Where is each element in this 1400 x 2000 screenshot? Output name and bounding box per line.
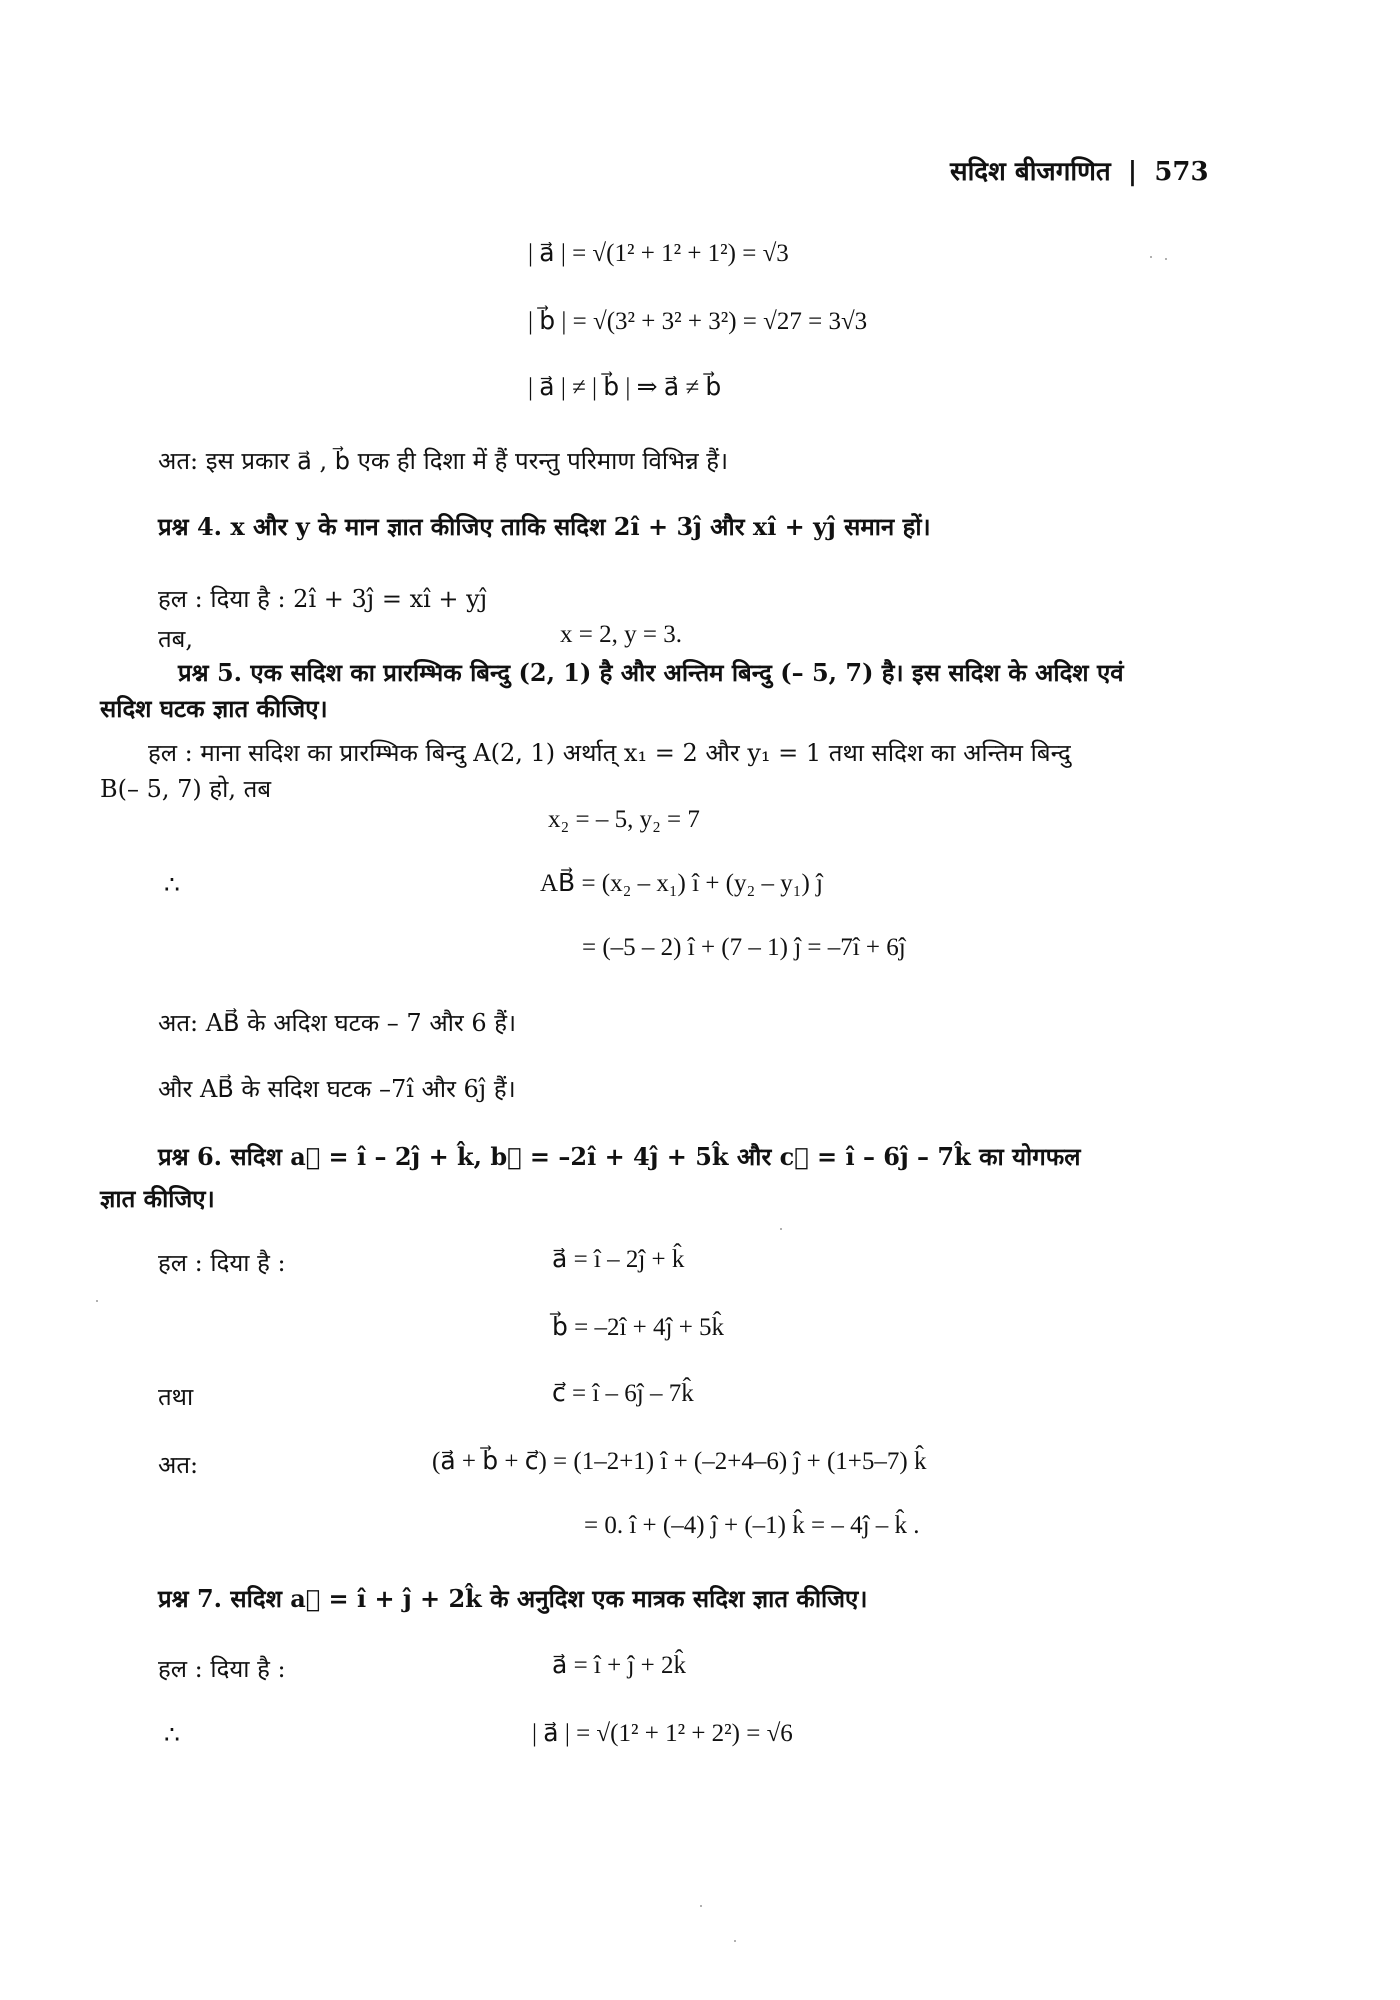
equation-mag-b: | b⃗ | = √(3² + 3² + 3²) = √27 = 3√3 [528, 308, 868, 335]
q5-vector-components: और AB⃗ के सदिश घटक –7î और 6ĵ हैं। [158, 1075, 516, 1103]
q7-magnitude: | a⃗ | = √(1² + 1² + 2²) = √6 [532, 1720, 793, 1747]
q4-solution: हल : दिया है : 2î + 3ĵ = xî + yĵ [158, 585, 488, 613]
q4-result: x = 2, y = 3. [560, 621, 682, 648]
q6-hence: अत: [158, 1451, 199, 1479]
question-6-line-1: प्रश्न 6. सदिश a⃗ = î – 2ĵ + k̂, b⃗ = –2î + 4ĵ + 5k̂ और c⃗ = î – 6ĵ – 7k̂ का योगफल [158, 1142, 1081, 1171]
q6-vector-c: c⃗ = î – 6ĵ – 7k̂ [552, 1380, 694, 1407]
question-5-line-2: सदिश घटक ज्ञात कीजिए। [100, 694, 328, 723]
q6-vector-b: b⃗ = –2î + 4ĵ + 5k̂ [552, 1314, 725, 1341]
question-6-line-2: ज्ञात कीजिए। [100, 1184, 215, 1213]
header-separator: | [1127, 157, 1138, 187]
q5-scalar-components: अत: AB⃗ के अदिश घटक – 7 और 6 हैं। [158, 1009, 517, 1037]
q6-sum: (a⃗ + b⃗ + c⃗) = (1–2+1) î + (–2+4–6) ĵ + (1+5–7) k̂ [432, 1448, 927, 1475]
therefore-symbol: ∴ [164, 872, 180, 899]
q5-solution-line-1: हल : माना सदिश का प्रारम्भिक बिन्दु A(2, 1) अर्थात् x₁ = 2 और y₁ = 1 तथा सदिश का अन्तिम बिन्दु [148, 739, 1071, 767]
q6-sum-result: = 0. î + (–4) ĵ + (–1) k̂ = – 4ĵ – k̂ . [584, 1512, 920, 1539]
question-4: प्रश्न 4. x और y के मान ज्ञात कीजिए ताकि सदिश 2î + 3ĵ और xî + yĵ समान हों। [158, 512, 931, 541]
header-title: सदिश बीजगणित [950, 157, 1111, 187]
q7-vector-a: a⃗ = î + ĵ + 2k̂ [552, 1652, 687, 1679]
scan-speck [734, 1940, 736, 1942]
q5-x2-y2: x₂ = – 5, y₂ = 7 [548, 806, 700, 833]
q6-vector-a: a⃗ = î – 2ĵ + k̂ [552, 1246, 685, 1273]
q7-given: हल : दिया है : [158, 1655, 286, 1683]
therefore-symbol: ∴ [164, 1722, 180, 1749]
question-7: प्रश्न 7. सदिश a⃗ = î + ĵ + 2k̂ के अनुदिश एक मात्रक सदिश ज्ञात कीजिए। [158, 1584, 868, 1613]
q5-solution-line-2: B(– 5, 7) हो, तब [100, 775, 272, 803]
scan-speck [780, 1228, 782, 1230]
equation-not-equal: | a⃗ | ≠ | b⃗ | ⇒ a⃗ ≠ b⃗ [528, 374, 722, 401]
scan-speck [700, 1905, 702, 1907]
scan-speck [96, 1300, 98, 1302]
scan-speck [1150, 256, 1152, 258]
conclusion-text: अत: इस प्रकार a⃗ , b⃗ एक ही दिशा में हैं परन्तु परिमाण विभिन्न हैं। [158, 447, 729, 475]
equation-mag-a: | a⃗ | = √(1² + 1² + 1²) = √3 [528, 240, 789, 267]
q6-and: तथा [158, 1383, 194, 1411]
question-5-line-1: प्रश्न 5. एक सदिश का प्रारम्भिक बिन्दु (2, 1) है और अन्तिम बिन्दु (– 5, 7) है। इस सदिश के अदिश एवं [178, 658, 1124, 687]
q4-then: तब, [158, 625, 194, 653]
q6-given: हल : दिया है : [158, 1249, 286, 1277]
scan-speck [1165, 258, 1167, 260]
page-number: 573 [1154, 157, 1209, 187]
q5-ab-vector: AB⃗ = (x₂ – x₁) î + (y₂ – y₁) ĵ [540, 870, 823, 897]
q5-ab-result: = (–5 – 2) î + (7 – 1) ĵ = –7î + 6ĵ [582, 934, 906, 961]
running-header [950, 152, 1209, 188]
